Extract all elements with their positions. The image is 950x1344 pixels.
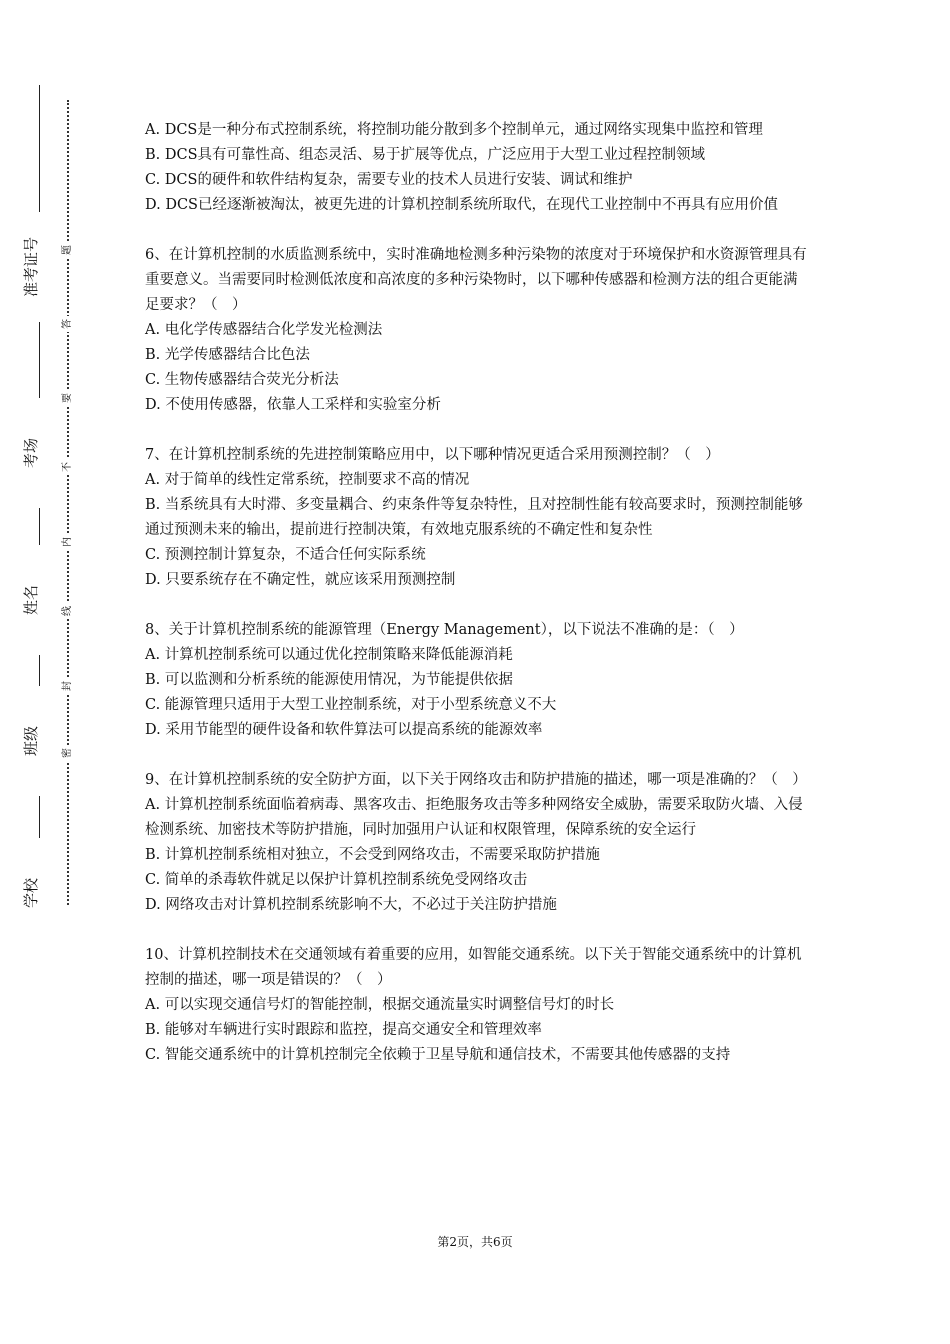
question-10 — [145, 943, 810, 1068]
option-a: A. DCS是一种分布式控制系统，将控制功能分散到多个控制单元，通过网络实现集中监控和管理 — [145, 122, 763, 138]
seal-char: 内 — [62, 534, 74, 550]
option-b: B. DCS具有可靠性高、组态灵活、易于扩展等优点，广泛应用于大型工业过程控制领域 — [145, 147, 706, 163]
seal-char: 封 — [62, 678, 74, 694]
option-c: C. 能源管理只适用于大型工业控制系统，对于小型系统意义不大 — [145, 697, 557, 713]
question-7 — [145, 443, 810, 593]
question-list — [145, 118, 810, 1093]
option-c: C. 预测控制计算复杂，不适合任何实际系统 — [145, 547, 426, 563]
question-stem: 7、在计算机控制系统的先进控制策略应用中，以下哪种情况更适合采用预测控制？（ ） — [145, 447, 720, 463]
class-label: 班级 — [22, 686, 40, 796]
option-a: A. 计算机控制系统可以通过优化控制策略来降低能源消耗 — [145, 647, 513, 663]
question-5-continued — [145, 118, 810, 218]
option-d: D. 网络攻击对计算机控制系统影响不大，不必过于关注防护措施 — [145, 897, 557, 913]
option-b: B. 能够对车辆进行实时跟踪和监控，提高交通安全和管理效率 — [145, 1022, 542, 1038]
option-a: A. 对于简单的线性定常系统，控制要求不高的情况 — [145, 472, 470, 488]
option-c: C. 简单的杀毒软件就足以保护计算机控制系统免受网络攻击 — [145, 872, 528, 888]
question-stem: 9、在计算机控制系统的安全防护方面，以下关于网络攻击和防护措施的描述，哪一项是准确的？（ ） — [145, 772, 807, 788]
seal-char: 密 — [62, 745, 74, 761]
school-label: 学校 — [22, 838, 40, 948]
seal-dotted-line — [67, 100, 69, 905]
option-d: D. 只要系统存在不确定性，就应该采用预测控制 — [145, 572, 456, 588]
seal-char: 线 — [62, 603, 74, 619]
seal-char: 不 — [62, 459, 74, 475]
option-d: D. 采用节能型的硬件设备和软件算法可以提高系统的能源效率 — [145, 722, 543, 738]
question-stem: 10、计算机控制技术在交通领域有着重要的应用，如智能交通系统。以下关于智能交通系统中的计算机控制的描述，哪一项是错误的？（ ） — [145, 947, 802, 988]
option-a: A. 可以实现交通信号灯的智能控制，根据交通流量实时调整信号灯的时长 — [145, 997, 615, 1013]
exam-room-label: 考场 — [22, 398, 40, 508]
page-number: 第2页，共6页 — [437, 1235, 513, 1249]
binding-margin — [0, 0, 120, 1344]
name-label: 姓名 — [22, 545, 40, 655]
seal-char: 要 — [62, 390, 74, 406]
option-d: D. DCS已经逐渐被淘汰，被更先进的计算机控制系统所取代，在现代工业控制中不再具有应用价值 — [145, 197, 778, 213]
question-6 — [145, 243, 810, 418]
option-c: C. 生物传感器结合荧光分析法 — [145, 372, 339, 388]
option-b: B. 光学传感器结合比色法 — [145, 347, 310, 363]
seal-char: 答 — [62, 316, 74, 332]
option-c: C. DCS的硬件和软件结构复杂，需要专业的技术人员进行安装、调试和维护 — [145, 172, 633, 188]
option-b: B. 计算机控制系统相对独立，不会受到网络攻击，不需要采取防护措施 — [145, 847, 600, 863]
option-c: C. 智能交通系统中的计算机控制完全依赖于卫星导航和通信技术，不需要其他传感器的支持 — [145, 1047, 731, 1063]
option-a: A. 电化学传感器结合化学发光检测法 — [145, 322, 383, 338]
question-stem: 6、在计算机控制的水质监测系统中，实时准确地检测多种污染物的浓度对于环境保护和水资源管理具有重要意义。当需要同时检测低浓度和高浓度的多种污染物时，以下哪种传感器和检测方法的组合更能满足要求？（ ） — [145, 247, 807, 313]
seal-char: 题 — [62, 242, 74, 258]
question-8 — [145, 618, 810, 743]
question-stem: 8、关于计算机控制系统的能源管理（Energy Management），以下说法不准确的是：（ ） — [145, 622, 744, 638]
option-a: A. 计算机控制系统面临着病毒、黑客攻击、拒绝服务攻击等多种网络安全威胁，需要采取防火墙、入侵检测系统、加密技术等防护措施，同时加强用户认证和权限管理，保障系统的安全运行 — [145, 797, 803, 838]
option-b: B. 当系统具有大时滞、多变量耦合、约束条件等复杂特性，且对控制性能有较高要求时，预测控制能够通过预测未来的输出，提前进行控制决策，有效地克服系统的不确定性和复杂性 — [145, 497, 803, 538]
option-b: B. 可以监测和分析系统的能源使用情况，为节能提供依据 — [145, 672, 513, 688]
option-d: D. 不使用传感器，依靠人工采样和实验室分析 — [145, 397, 441, 413]
exam-id-label: 准考证号 — [22, 212, 40, 322]
question-9 — [145, 768, 810, 918]
